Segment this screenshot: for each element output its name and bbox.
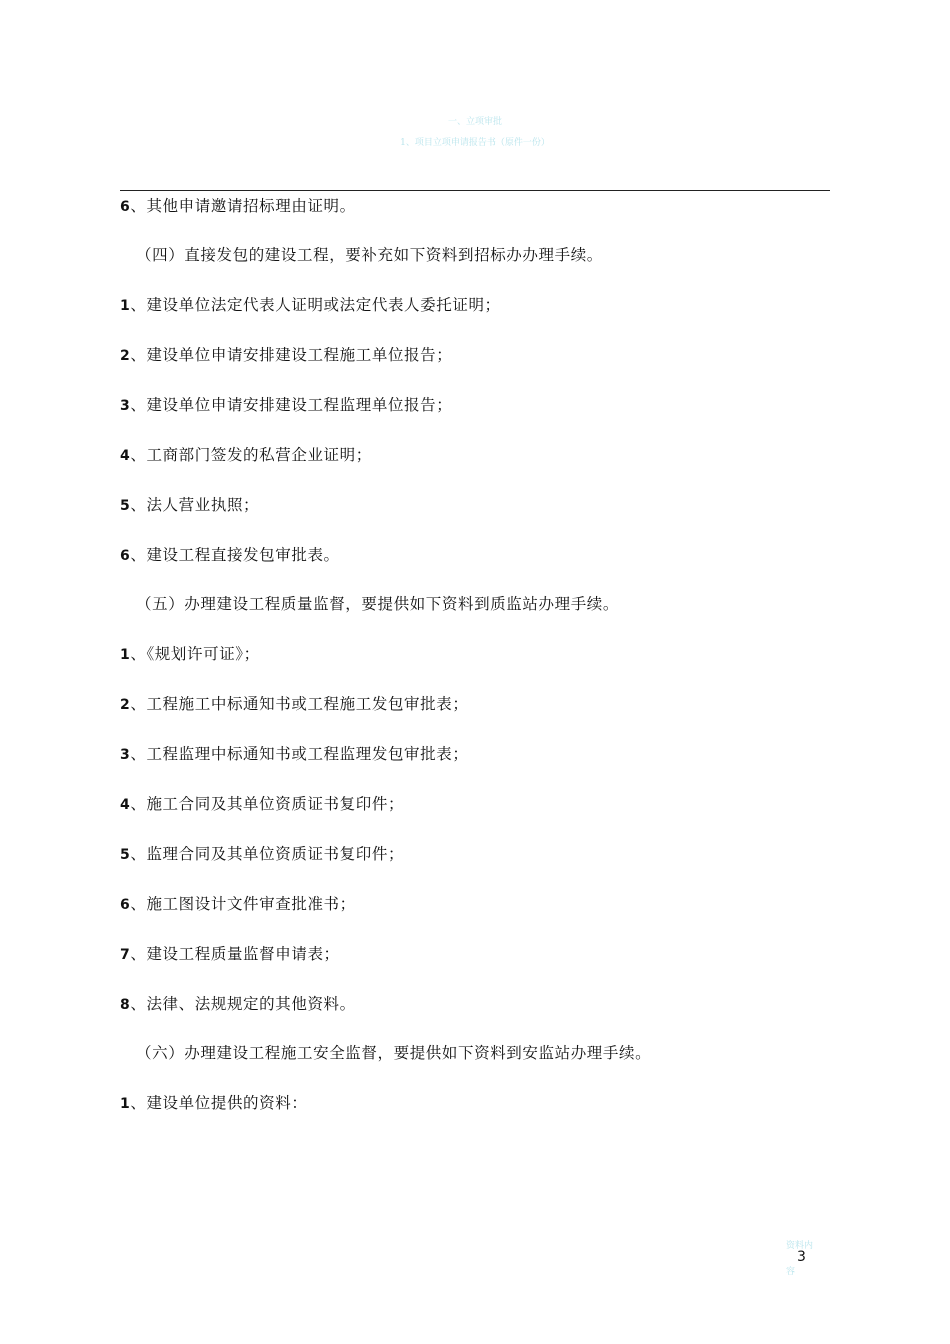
header-subsection-title: 1、项目立项申请报告书（原件一份） <box>400 138 550 148</box>
section-heading: （五）办理建设工程质量监督，要提供如下资料到质监站办理手续。 <box>136 595 620 613</box>
list-item: 4、施工合同及其单位资质证书复印件； <box>120 795 405 813</box>
list-item: 1、《规划许可证》； <box>120 645 260 663</box>
list-item: 4、工商部门签发的私营企业证明； <box>120 446 372 464</box>
list-item: 1、建设单位法定代表人证明或法定代表人委托证明； <box>120 296 501 314</box>
list-item: 7、建设工程质量监督申请表； <box>120 945 340 963</box>
list-item: 3、工程监理中标通知书或工程监理发包审批表； <box>120 745 469 763</box>
list-item: 2、建设单位申请安排建设工程施工单位报告； <box>120 346 453 364</box>
list-item: 5、监理合同及其单位资质证书复印件； <box>120 845 405 863</box>
footer-watermark-text-cont: 容 <box>786 1267 796 1277</box>
list-item: 1、建设单位提供的资料： <box>120 1094 308 1112</box>
list-item: 6、施工图设计文件审查批准书； <box>120 895 356 913</box>
list-item: 5、法人营业执照； <box>120 496 260 514</box>
header-divider <box>120 190 830 191</box>
list-item: 2、工程施工中标通知书或工程施工发包审批表； <box>120 695 469 713</box>
list-item: 6、建设工程直接发包审批表。 <box>120 546 340 564</box>
list-item: 3、建设单位申请安排建设工程监理单位报告； <box>120 396 453 414</box>
section-heading: （四）直接发包的建设工程，要补充如下资料到招标办办理手续。 <box>136 246 603 264</box>
list-item: 6、其他申请邀请招标理由证明。 <box>120 197 356 215</box>
list-item: 8、法律、法规规定的其他资料。 <box>120 995 356 1013</box>
section-heading: （六）办理建设工程施工安全监督，要提供如下资料到安监站办理手续。 <box>136 1044 652 1062</box>
header-section-title: 一、立项审批 <box>447 117 502 127</box>
page-number: 3 <box>797 1249 806 1265</box>
footer-watermark-text: 资料内 <box>786 1241 814 1251</box>
